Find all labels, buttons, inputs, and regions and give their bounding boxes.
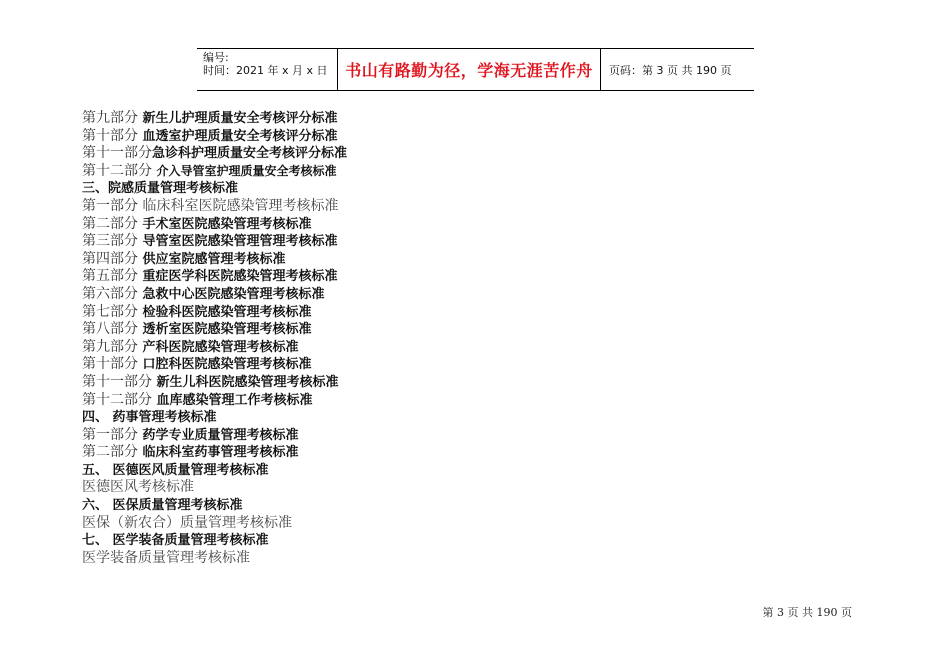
toc-line-prefix: 第十一部分	[82, 145, 152, 162]
toc-line-title: 急诊科护理质量安全考核评分标准	[152, 146, 348, 162]
toc-line-prefix: 第一部分	[82, 197, 143, 214]
toc-line	[82, 356, 682, 374]
toc-line-title: 产科医院感染管理考核标准	[142, 339, 299, 355]
time-label: 时间：2021 年 x 月 x 日	[203, 64, 328, 77]
toc-line-prefix: 第二部分	[82, 215, 143, 232]
toc-line	[82, 374, 682, 392]
toc-line	[82, 128, 682, 146]
toc-line-prefix: 第八部分	[82, 321, 143, 338]
toc-line-title: 手术室医院感染管理考核标准	[142, 216, 312, 232]
toc-line-prefix: 第七部分	[82, 303, 143, 320]
toc-line-prefix: 第五部分	[82, 268, 143, 285]
toc-line	[82, 479, 682, 497]
toc-line	[82, 550, 682, 568]
toc-line	[82, 163, 682, 181]
toc-line	[82, 286, 682, 304]
toc-line-prefix: 第四部分	[82, 250, 143, 267]
toc-line	[82, 251, 682, 269]
toc-line	[82, 409, 682, 427]
toc-line-prefix: 第二部分	[82, 444, 143, 461]
toc-line-title: 四、 药事管理考核标准	[82, 410, 217, 426]
toc-line-title: 透析室医院感染管理考核标准	[142, 322, 312, 338]
toc-line-prefix: 第十二部分	[82, 162, 157, 179]
page-header	[197, 48, 754, 91]
toc-line-title: 重症医学科医院感染管理考核标准	[142, 269, 338, 285]
toc-line-title: 五、 医德医风质量管理考核标准	[82, 462, 269, 478]
toc-line-title: 临床科室药事管理考核标准	[142, 445, 299, 461]
toc-line-title: 口腔科医院感染管理考核标准	[142, 357, 312, 373]
toc-line	[82, 145, 682, 163]
toc-line-title: 医学装备质量管理考核标准	[82, 549, 250, 566]
toc-line-title: 急救中心医院感染管理考核标准	[142, 286, 325, 302]
toc-line	[82, 392, 682, 410]
toc-line-title: 血透室护理质量安全考核评分标准	[142, 128, 338, 144]
header-page-number: 页码：第 3 页 共 190 页	[609, 63, 732, 77]
toc-line-title: 检验科医院感染管理考核标准	[142, 304, 312, 320]
toc-line	[82, 321, 682, 339]
header-meta	[197, 49, 338, 90]
toc-line	[82, 233, 682, 251]
toc-line	[82, 444, 682, 462]
toc-line-title: 三、院感质量管理考核标准	[82, 181, 239, 197]
toc-line-title: 药学专业质量管理考核标准	[142, 427, 299, 443]
toc-line	[82, 304, 682, 322]
toc-line-title: 血库感染管理工作考核标准	[156, 392, 313, 408]
toc-line	[82, 198, 682, 216]
toc-line-prefix: 第十一部分	[82, 373, 157, 390]
number-label: 编号:	[203, 51, 229, 64]
toc-line-title: 新生儿护理质量安全考核评分标准	[142, 111, 338, 126]
toc-line	[82, 216, 682, 234]
toc-line	[82, 339, 682, 357]
toc-line-title: 导管室医院感染管理管理考核标准	[142, 234, 338, 250]
toc-line	[82, 532, 682, 550]
toc-line	[82, 497, 682, 515]
toc-line-prefix: 第一部分	[82, 426, 143, 443]
toc-line-title: 临床科室医院感染管理考核标准	[142, 197, 339, 214]
toc-line-prefix: 第十二部分	[82, 391, 157, 408]
toc-line	[82, 427, 682, 445]
toc-line	[82, 515, 682, 533]
toc-line-prefix: 第六部分	[82, 285, 143, 302]
toc-line-title: 供应室院感管理考核标准	[142, 251, 286, 267]
toc-line-title: 六、 医保质量管理考核标准	[82, 498, 243, 514]
toc-line	[82, 268, 682, 286]
table-of-contents	[82, 110, 682, 567]
toc-line-title: 医德医风考核标准	[82, 479, 194, 496]
toc-line-title: 介入导管室护理质量安全考核标准	[156, 163, 337, 178]
toc-line-prefix: 第九部分	[82, 338, 143, 355]
toc-line-prefix: 第十部分	[82, 356, 143, 373]
toc-line	[82, 110, 682, 128]
toc-line-title: 医保（新农合）质量管理考核标准	[82, 514, 292, 531]
toc-line-prefix: 第三部分	[82, 233, 143, 250]
toc-line-prefix: 第十部分	[82, 127, 143, 144]
toc-line-title: 七、 医学装备质量管理考核标准	[82, 533, 269, 549]
toc-line	[82, 180, 682, 198]
footer-page-number: 第 3 页 共 190 页	[762, 606, 852, 619]
toc-line-prefix: 第九部分	[82, 110, 143, 126]
toc-line	[82, 462, 682, 480]
toc-line-title: 新生儿科医院感染管理考核标准	[156, 374, 339, 390]
header-motto: 书山有路勤为径，学海无涯苦作舟	[338, 49, 601, 90]
